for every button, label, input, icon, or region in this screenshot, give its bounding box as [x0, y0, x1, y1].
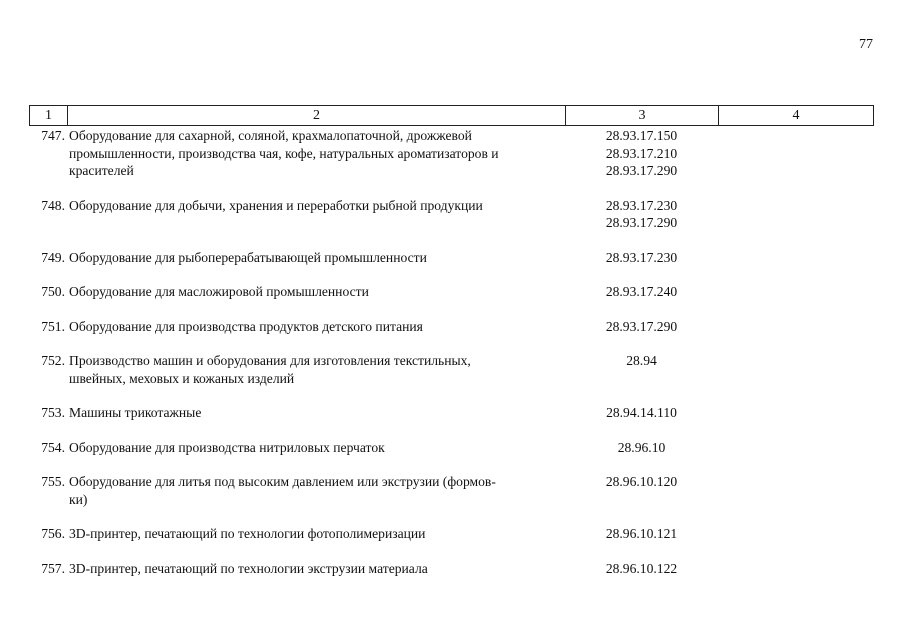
description-line: Оборудование для литья под высоким давлением или экструзии (формов- — [69, 474, 496, 489]
description-line: Оборудование для производства продуктов детского питания — [69, 318, 423, 334]
table-row — [29, 439, 874, 457]
row-description — [69, 404, 565, 422]
row-description — [69, 525, 565, 543]
table-body — [29, 127, 874, 577]
row-description — [69, 439, 565, 457]
description-line: Оборудование для рыбоперерабатывающей промышленности — [69, 249, 427, 265]
description-line: промышленности, производства чая, кофе, натуральных ароматизаторов и — [69, 145, 499, 161]
column-header-1: 1 — [30, 106, 68, 125]
row-description — [69, 560, 565, 578]
description-line: швейных, меховых и кожаных изделий — [69, 370, 295, 386]
okpd-code: 28.94 — [626, 353, 657, 368]
row-number: 749. — [41, 249, 65, 265]
row-number: 748. — [41, 197, 65, 213]
table-row — [29, 127, 874, 180]
row-description — [69, 352, 565, 387]
okpd-code: 28.93.17.230 — [605, 197, 678, 213]
row-number: 752. — [41, 353, 65, 368]
table-row — [29, 560, 874, 578]
row-description — [69, 127, 565, 180]
table-row — [29, 525, 874, 543]
column-header-3: 3 — [566, 106, 719, 125]
okpd-code: 28.93.17.290 — [605, 163, 678, 178]
row-codes — [565, 249, 718, 267]
okpd-code: 28.96.10.121 — [605, 526, 678, 541]
row-number: 756. — [41, 526, 65, 541]
column-header-2: 2 — [68, 106, 566, 125]
okpd-code: 28.93.17.210 — [605, 145, 678, 161]
column-header-4: 4 — [792, 108, 800, 123]
table-row — [29, 197, 874, 232]
row-description — [69, 197, 565, 232]
row-codes — [565, 560, 718, 578]
description-line: Оборудование для сахарной, соляной, крахмалопаточной, дрожжевой — [69, 128, 472, 143]
description-line: 3D-принтер, печатающий по технологии фотополимеризации — [69, 526, 426, 541]
table-row — [29, 352, 874, 387]
description-line: Производство машин и оборудования для изготовления текстильных, — [69, 353, 471, 368]
description-line: красителей — [69, 163, 134, 178]
okpd-code: 28.94.14.110 — [606, 405, 677, 420]
row-codes — [565, 127, 718, 180]
table-row — [29, 318, 874, 336]
row-codes — [565, 318, 718, 336]
row-codes — [565, 352, 718, 387]
okpd-code: 28.93.17.150 — [605, 128, 678, 143]
okpd-code: 28.93.17.290 — [605, 318, 678, 334]
description-line: Оборудование для производства нитриловых перчаток — [69, 439, 385, 455]
row-number: 751. — [41, 318, 65, 334]
row-codes — [565, 473, 718, 508]
okpd-code: 28.93.17.290 — [605, 215, 678, 230]
description-line: 3D-принтер, печатающий по технологии экструзии материала — [69, 560, 428, 576]
okpd-code: 28.93.17.240 — [605, 284, 678, 299]
row-number: 754. — [41, 439, 65, 455]
row-number: 757. — [41, 560, 65, 576]
description-line: Оборудование для добычи, хранения и переработки рыбной продукции — [69, 197, 483, 213]
row-codes — [565, 525, 718, 543]
table-row — [29, 249, 874, 267]
row-codes — [565, 439, 718, 457]
row-number: 755. — [41, 474, 65, 489]
row-codes — [565, 197, 718, 232]
page-number: 77 — [859, 37, 873, 52]
table-row — [29, 283, 874, 301]
row-description — [69, 473, 565, 508]
table-row — [29, 404, 874, 422]
description-line: Оборудование для масложировой промышленности — [69, 284, 369, 299]
row-codes — [565, 283, 718, 301]
row-description — [69, 249, 565, 267]
row-codes — [565, 404, 718, 422]
okpd-code: 28.96.10.122 — [605, 560, 678, 576]
okpd-code: 28.96.10 — [617, 439, 666, 455]
table-row — [29, 473, 874, 508]
description-line: Машины трикотажные — [69, 405, 202, 420]
table-header — [29, 105, 874, 126]
okpd-code: 28.96.10.120 — [605, 474, 678, 489]
row-description — [69, 318, 565, 336]
row-description — [69, 283, 565, 301]
row-number: 747. — [41, 128, 65, 143]
row-number: 750. — [41, 284, 65, 299]
row-number: 753. — [41, 405, 65, 420]
description-line: ки) — [69, 491, 88, 507]
okpd-code: 28.93.17.230 — [605, 249, 678, 265]
